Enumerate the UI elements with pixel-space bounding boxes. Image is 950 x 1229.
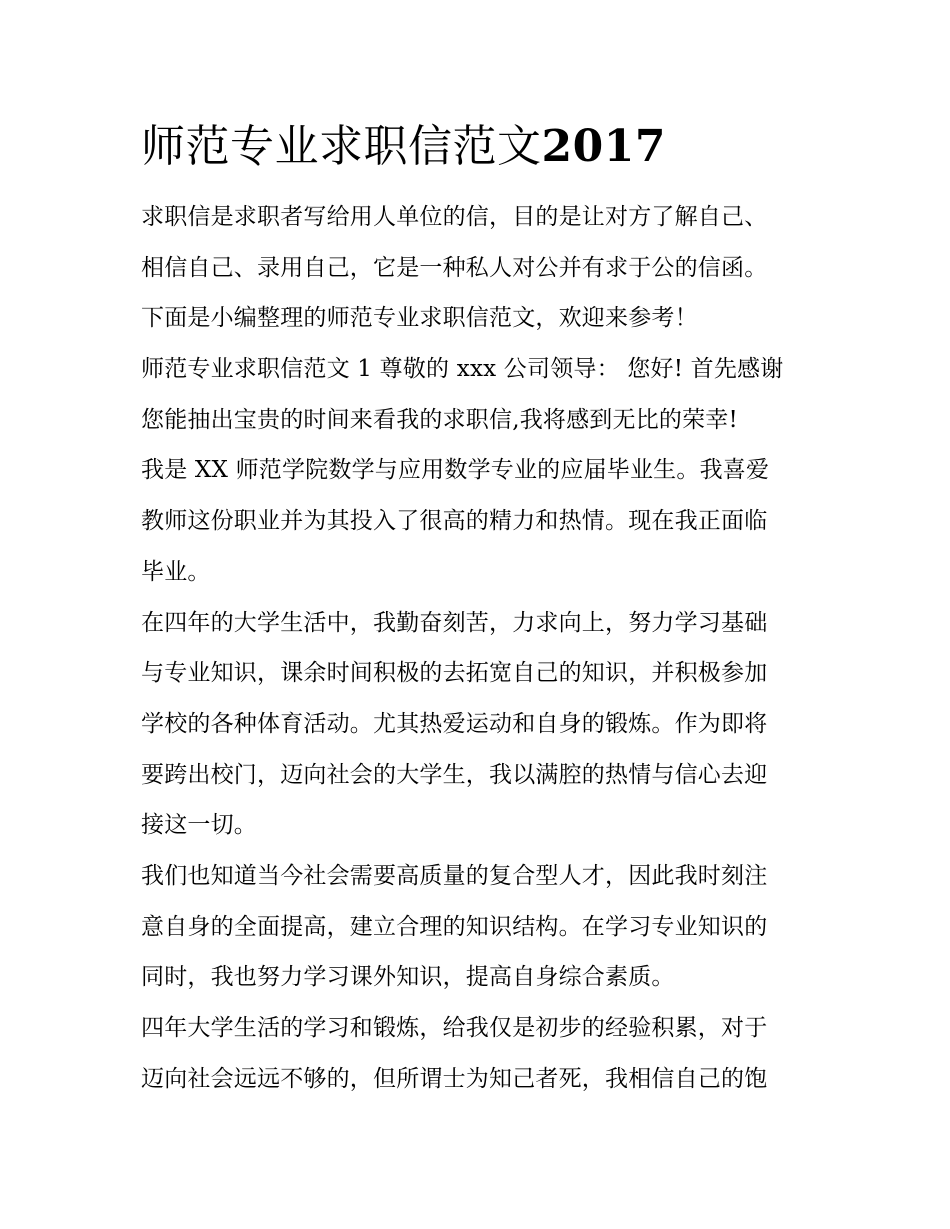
text-line: 师范专业求职信范文 1 尊敬的 xxx 公司领导： 您好! 首先感谢	[141, 356, 784, 383]
text-line: 学校的各种体育活动。尤其热爱运动和自身的锻炼。作为即将	[141, 710, 768, 737]
text-line: 我是 XX 师范学院数学与应用数学专业的应届毕业生。我喜爱	[141, 457, 770, 484]
document-content	[141, 118, 813, 1104]
document-body	[141, 192, 813, 1104]
text-line: 要跨出校门，迈向社会的大学生，我以满腔的热情与信心去迎	[141, 761, 768, 788]
text-line: 四年大学生活的学习和锻炼，给我仅是初步的经验积累，对于	[141, 1015, 768, 1041]
text-line: 接这一切。	[141, 812, 257, 839]
title-text: 师范专业求职信范文	[141, 121, 542, 172]
text-line: 教师这份职业并为其投入了很高的精力和热情。现在我正面临	[141, 508, 768, 535]
text-line: 与专业知识，课余时间积极的去拓宽自己的知识，并积极参加	[141, 660, 768, 687]
text-line: 同时，我也努力学习课外知识，提高自身综合素质。	[141, 964, 675, 991]
text-line: 毕业。	[141, 558, 211, 585]
text-line: 下面是小编整理的师范专业求职信范文，欢迎来参考！	[141, 305, 698, 332]
text-line: 迈向社会远远不够的，但所谓士为知己者死，我相信自己的饱	[141, 1065, 768, 1092]
text-line: 在四年的大学生活中，我勤奋刻苦，力求向上，努力学习基础	[141, 609, 768, 636]
title-year: 2017	[541, 121, 666, 172]
text-line: 求职信是求职者写给用人单位的信，目的是让对方了解自己、	[141, 204, 768, 230]
text-line: 相信自己、录用自己，它是一种私人对公并有求于公的信函。	[141, 254, 768, 281]
text-line: 意自身的全面提高，建立合理的知识结构。在学习专业知识的	[141, 913, 768, 940]
document-title	[141, 118, 813, 176]
text-line: 我们也知道当今社会需要高质量的复合型人才，因此我时刻注	[141, 862, 768, 889]
text-line: 您能抽出宝贵的时间来看我的求职信,我将感到无比的荣幸!	[141, 406, 738, 433]
